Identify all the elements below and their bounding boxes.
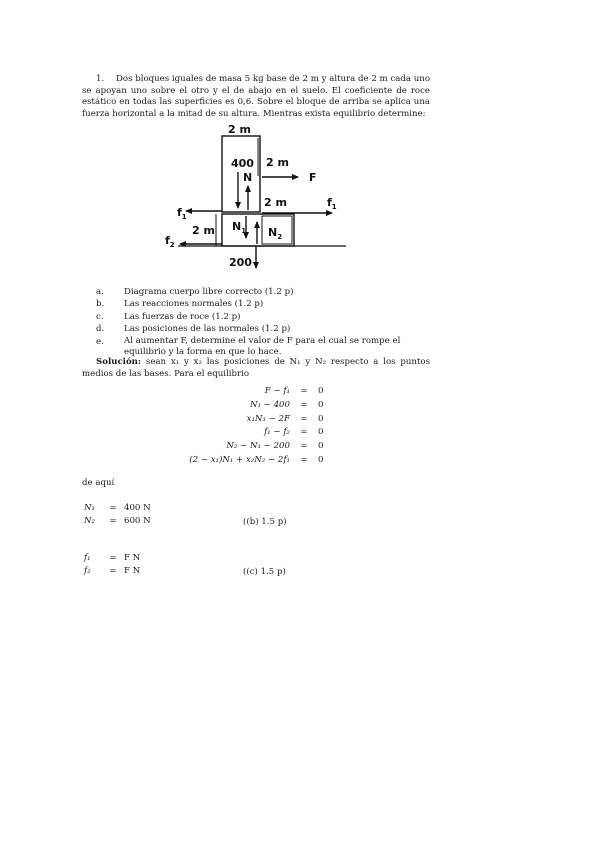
solution-text: sean x₁ y x₂ las posiciones de N₁ y N₂ respecto a los puntos medios de las bases. Para el equilibrio [82, 357, 430, 379]
question-text: Diagrama cuerpo libre correcto (1.2 p) [124, 287, 294, 297]
contact-length-label: 2 m [264, 196, 287, 209]
force-label: F [309, 171, 317, 184]
equation-lhs: N₁ − 400 [249, 399, 290, 410]
top-block [222, 136, 260, 212]
equation-op: = [300, 386, 308, 396]
result-value: F N [124, 553, 141, 563]
result-var: f₁ [84, 553, 91, 563]
equation-rhs: 0 [318, 454, 324, 465]
friction-result [84, 552, 244, 578]
result-op: = [109, 566, 117, 576]
equation-rhs: 0 [318, 386, 324, 396]
equilibrium-equations [150, 385, 400, 468]
question-text: Las fuerzas de roce (1.2 p) [124, 311, 241, 322]
top-width-label: 2 m [228, 123, 251, 136]
solution-paragraph [82, 357, 430, 380]
question-list [96, 286, 436, 359]
half-height-label: 2 m [266, 156, 289, 169]
equation-row [150, 399, 400, 413]
result-value: 600 N [124, 516, 151, 526]
equation-lhs: (2 − x₁)N₁ + x₂N₂ − 2f₁ [189, 454, 290, 465]
equation-op: = [300, 454, 308, 465]
question-label: c. [96, 311, 104, 322]
equation-row [150, 413, 400, 427]
problem-text: Dos bloques iguales de masa 5 kg base de 2 m y altura de 2 m cada uno se apoyan uno sobre el otro y el de abajo en el suelo. El coeficiente de roce estático en todas las superficies es 0,6. Sobre el bloque de arriba se aplica una fuerza horizontal a la mitad de su altura. Mientras exista equilibrio determine: [82, 74, 430, 119]
question-label: e. [96, 336, 104, 347]
equation-op: = [300, 441, 308, 452]
equation-rhs: 0 [318, 441, 324, 452]
de-aqui-text: de aquí [82, 478, 115, 488]
result-row [84, 502, 244, 515]
equation-rhs: 0 [318, 399, 324, 410]
normals-result [84, 502, 244, 528]
top-normal-label: N [243, 171, 253, 184]
top-weight-label: 400 [231, 157, 254, 170]
result-row [84, 515, 244, 528]
result-op: = [109, 553, 117, 563]
question-item [96, 286, 436, 298]
question-item [96, 311, 436, 323]
result-op: = [109, 516, 117, 526]
result-op: = [109, 503, 117, 513]
equation-op: = [300, 399, 308, 410]
question-label: b. [96, 299, 105, 310]
result-row [84, 565, 244, 578]
question-text: Las reacciones normales (1.2 p) [124, 299, 264, 310]
equation-lhs: f₁ − f₂ [264, 427, 290, 438]
equation-lhs: x₁N₁ − 2F [246, 413, 290, 424]
question-item [82, 336, 436, 359]
result-value: F N [124, 566, 141, 576]
equation-lhs: N₂ − N₁ − 200 [226, 441, 290, 452]
question-item [96, 298, 436, 310]
friction-score-tag: ((c) 1.5 p) [243, 567, 286, 577]
equation-row [150, 426, 400, 440]
equation-rhs: 0 [318, 427, 324, 438]
equation-op: = [300, 413, 308, 424]
question-item [96, 323, 436, 335]
bottom-height-label: 2 m [192, 224, 215, 237]
result-var: N₁ [84, 503, 95, 513]
result-var: N₂ [84, 516, 95, 526]
equation-rhs: 0 [318, 413, 324, 424]
result-row [84, 552, 244, 565]
normal-n2-label: $N_2$ [268, 226, 283, 241]
equation-row [150, 385, 400, 399]
equation-op: = [300, 427, 308, 438]
friction-f1-left-label: $f_1$ [177, 206, 187, 221]
friction-f2-label: $f_2$ [165, 234, 175, 249]
normal-n1-label: $N_1$ [232, 220, 247, 235]
equation-lhs: F − f₁ [264, 386, 290, 396]
equation-row [150, 454, 400, 468]
friction-f1-right-label: $f_1$ [327, 196, 337, 211]
question-label: d. [96, 324, 105, 335]
result-value: 400 N [124, 503, 151, 513]
question-label: a. [96, 287, 104, 297]
question-text: Las posiciones de las normales (1.2 p) [124, 324, 291, 335]
solution-label: Solución: [96, 357, 142, 367]
problem-number: 1. [96, 74, 105, 84]
normals-score-tag: ((b) 1.5 p) [243, 517, 287, 527]
result-var: f₂ [84, 566, 91, 576]
bottom-weight-label: 200 [229, 256, 252, 269]
equation-row [150, 440, 400, 454]
question-text: Al aumentar F, determine el valor de F para el cual se rompe el equilibrio y la forma en que lo hace. [124, 335, 401, 358]
